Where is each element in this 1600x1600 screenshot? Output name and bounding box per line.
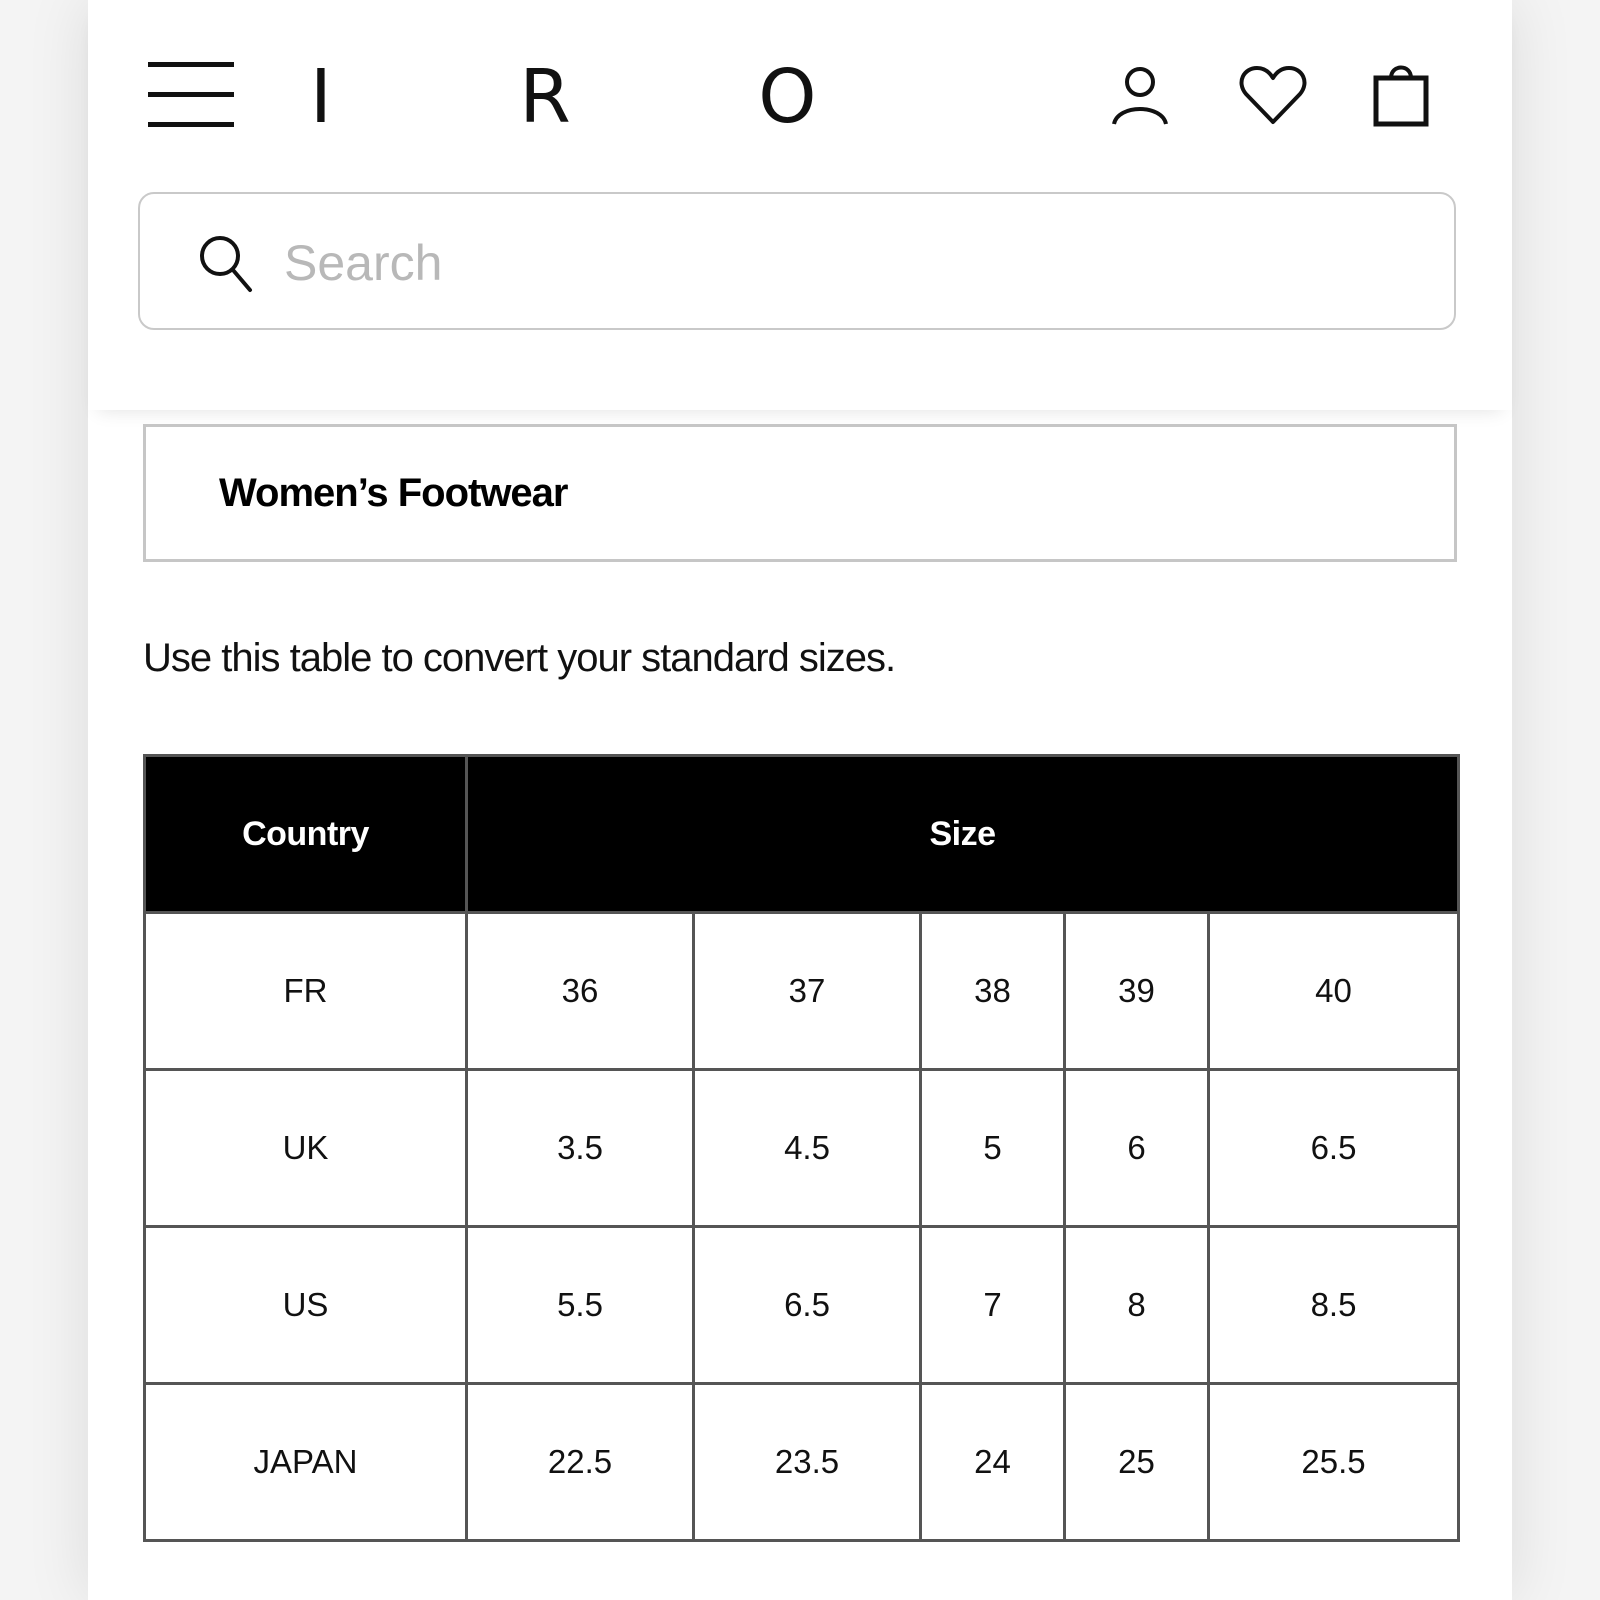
- header-country: Country: [145, 756, 467, 913]
- table-row: [145, 1070, 1459, 1227]
- size-cell: 4.5: [694, 1070, 921, 1227]
- country-cell: FR: [145, 913, 467, 1070]
- menu-icon[interactable]: [148, 60, 234, 130]
- size-cell: 25.5: [1209, 1384, 1459, 1541]
- size-cell: 22.5: [467, 1384, 694, 1541]
- search-icon: [196, 232, 256, 296]
- size-cell: 24: [921, 1384, 1065, 1541]
- size-conversion-table: [143, 754, 1460, 1542]
- size-cell: 6.5: [1209, 1070, 1459, 1227]
- page-card: [88, 0, 1512, 1600]
- size-cell: 25: [1065, 1384, 1209, 1541]
- table-row: [145, 1384, 1459, 1541]
- header-size: Size: [467, 756, 1459, 913]
- table-row: [145, 1227, 1459, 1384]
- size-cell: 36: [467, 913, 694, 1070]
- size-cell: 5: [921, 1070, 1065, 1227]
- shopping-bag-icon[interactable]: [1373, 60, 1429, 128]
- size-cell: 40: [1209, 913, 1459, 1070]
- country-cell: JAPAN: [145, 1384, 467, 1541]
- wishlist-heart-icon[interactable]: [1238, 64, 1308, 128]
- size-cell: 38: [921, 913, 1065, 1070]
- size-cell: 37: [694, 913, 921, 1070]
- size-cell: 7: [921, 1227, 1065, 1384]
- account-icon[interactable]: [1108, 64, 1172, 128]
- country-cell: US: [145, 1227, 467, 1384]
- size-cell: 39: [1065, 913, 1209, 1070]
- site-header: [88, 0, 1512, 410]
- search-input[interactable]: [282, 224, 1386, 302]
- intro-text: Use this table to convert your standard sizes.: [143, 636, 896, 680]
- size-guide-section-toggle[interactable]: [143, 424, 1457, 562]
- size-cell: 6.5: [694, 1227, 921, 1384]
- size-cell: 8: [1065, 1227, 1209, 1384]
- size-cell: 5.5: [467, 1227, 694, 1384]
- table-header-row: [145, 756, 1459, 913]
- brand-logo[interactable]: I R O: [310, 54, 899, 140]
- size-cell: 6: [1065, 1070, 1209, 1227]
- size-cell: 23.5: [694, 1384, 921, 1541]
- search-box[interactable]: [138, 192, 1456, 330]
- section-title: Women’s Footwear: [219, 471, 568, 515]
- size-cell: 8.5: [1209, 1227, 1459, 1384]
- size-cell: 3.5: [467, 1070, 694, 1227]
- table-row: [145, 913, 1459, 1070]
- country-cell: UK: [145, 1070, 467, 1227]
